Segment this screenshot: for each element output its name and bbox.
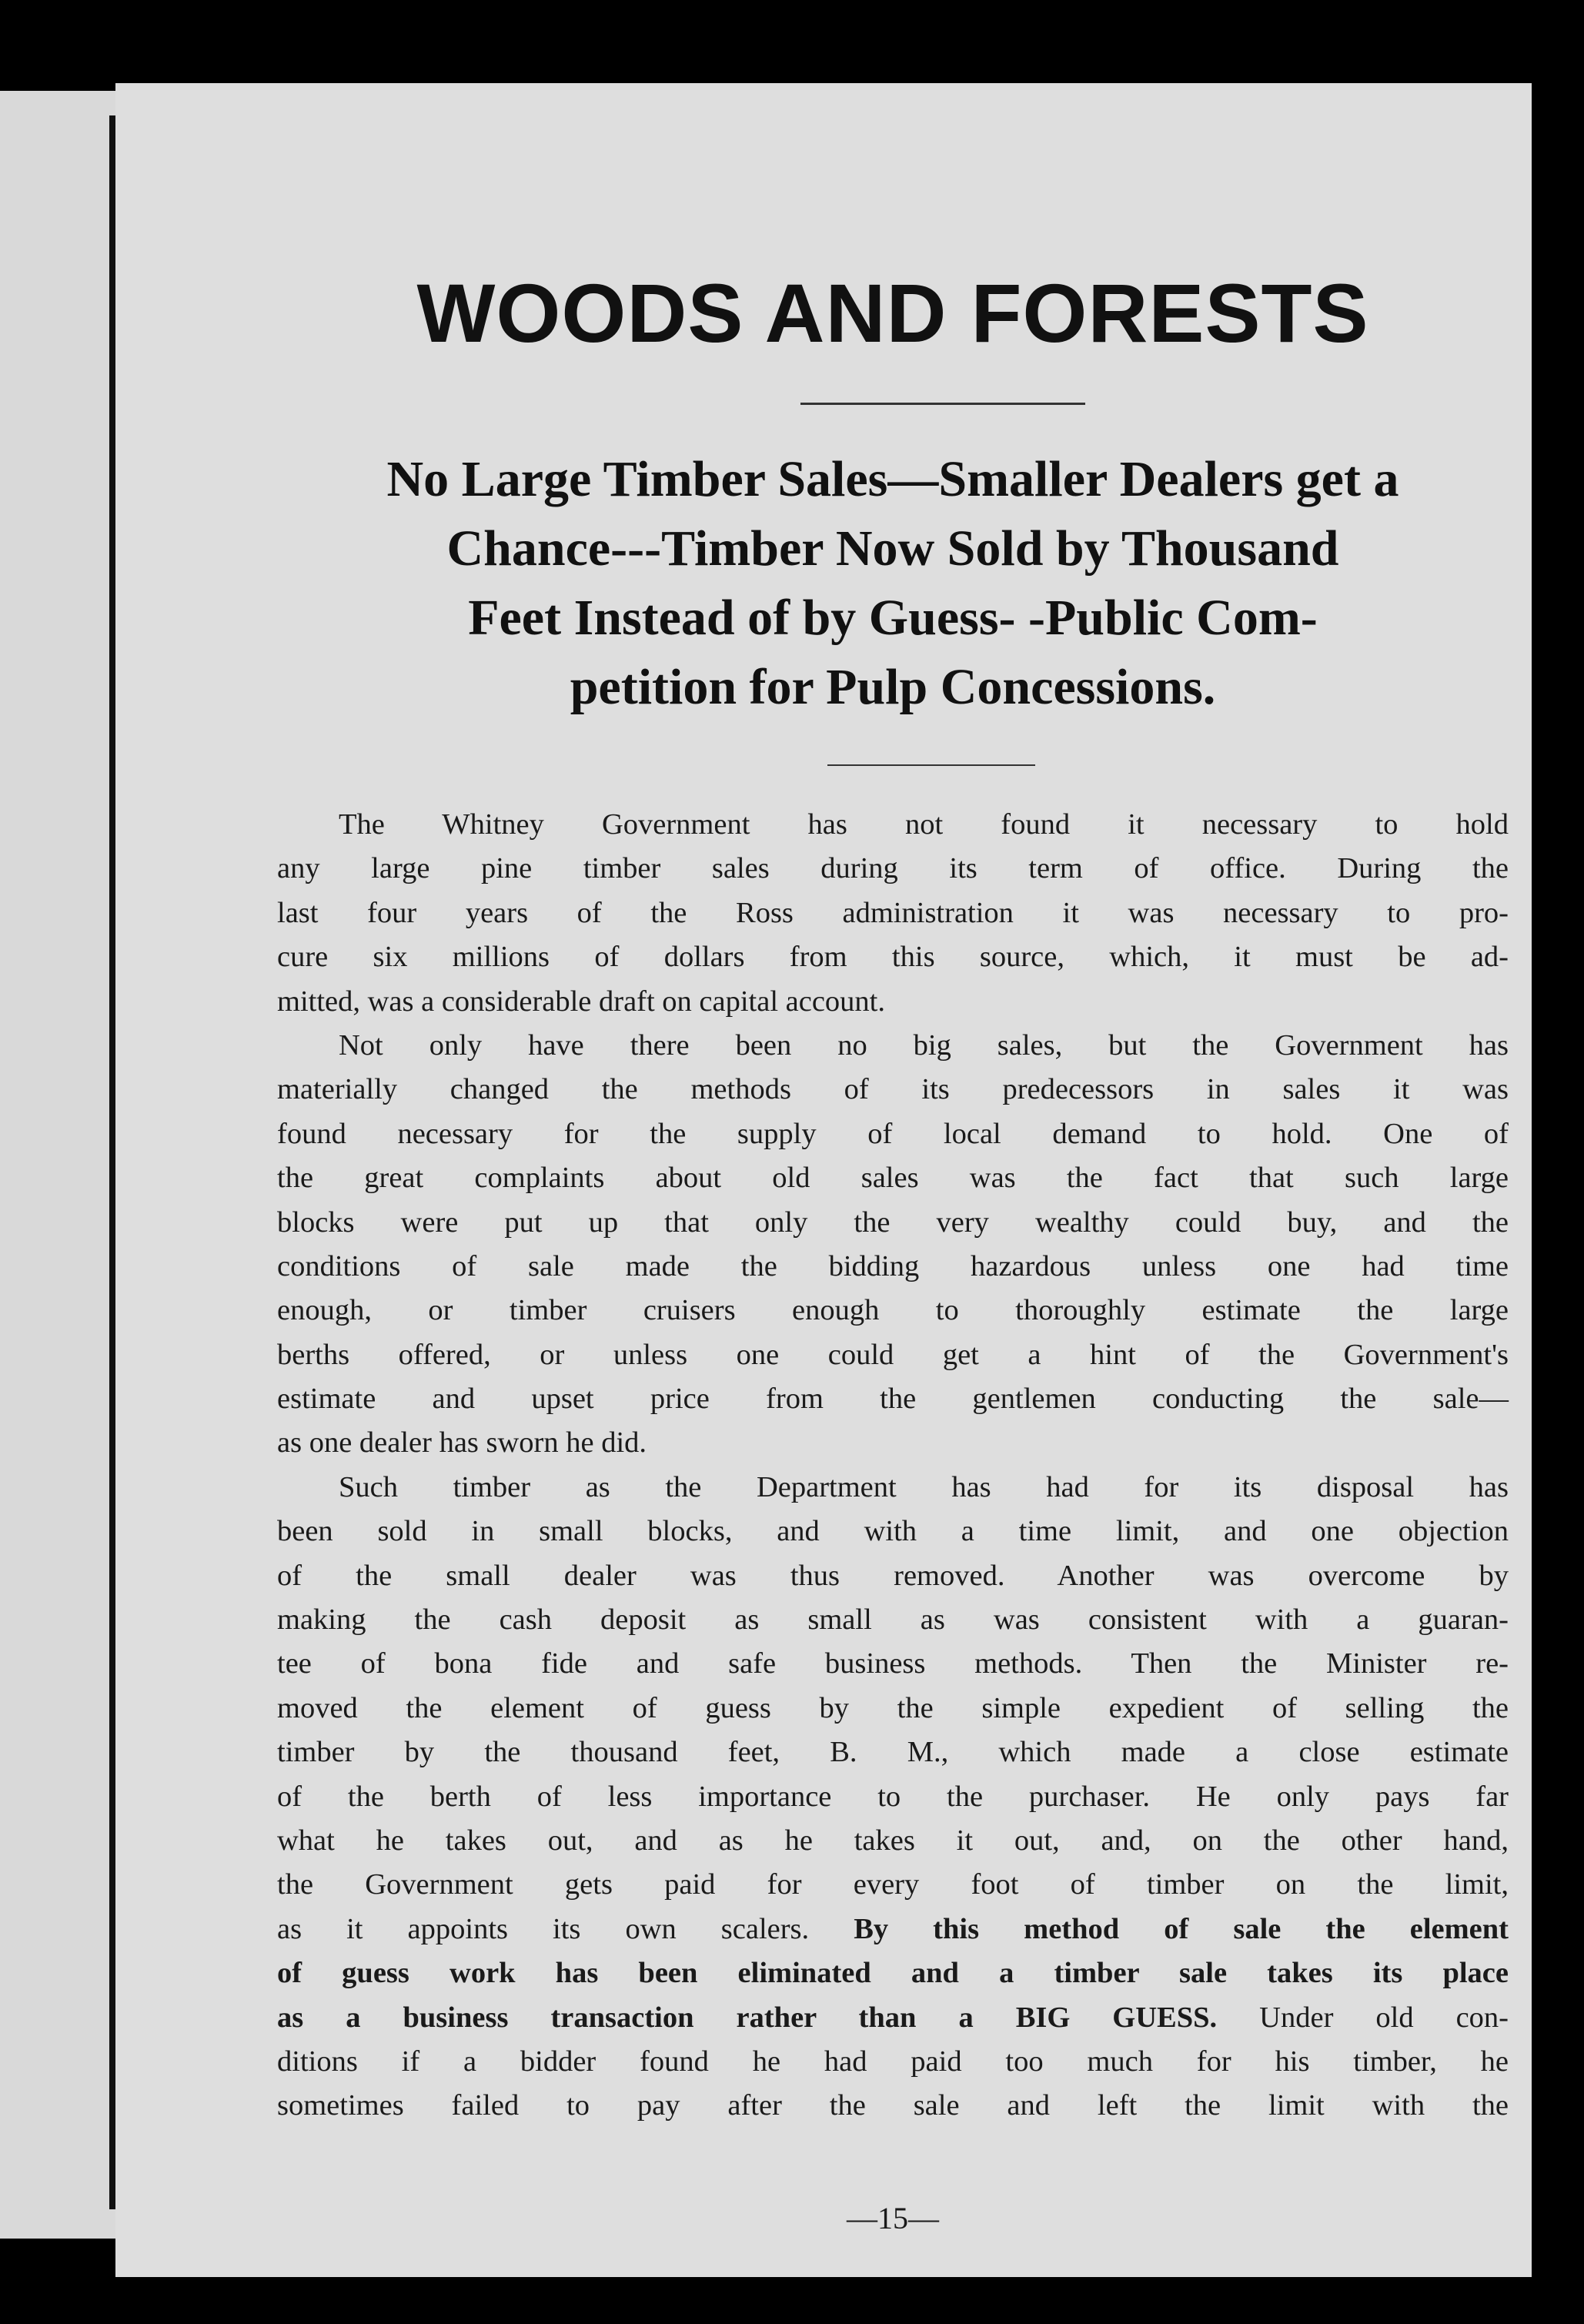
text-line <box>277 1687 1509 1730</box>
text-line-tail: Under old con- <box>1259 2001 1509 2034</box>
text-line-content: blocks were put up that only the very wealthy could buy, and the <box>277 1205 1509 1239</box>
text-line <box>277 1730 1509 1774</box>
page-number: —15— <box>847 2201 939 2235</box>
text-line-content: as one dealer has sworn he did. <box>277 1426 647 1460</box>
text-line <box>277 2040 1509 2084</box>
text-line-content: Such timber as the Department has had for its disposal has <box>339 1470 1509 1503</box>
text-line <box>277 1863 1509 1907</box>
text-line-content: as it appoints its own scalers. <box>277 1912 810 1945</box>
title-divider <box>800 403 1085 405</box>
text-line-content: of the small dealer was thus removed. Another was overcome by <box>277 1559 1509 1592</box>
text-line-content: berths offered, or unless one could get a hint of the Government's <box>277 1338 1509 1371</box>
text-line-content: moved the element of guess by the simple expedient of selling the <box>277 1691 1509 1724</box>
text-line <box>277 1775 1509 1819</box>
subtitle <box>277 445 1509 722</box>
text-line <box>277 1377 1509 1421</box>
subtitle-divider <box>827 764 1035 766</box>
text-line-content: sometimes failed to pay after the sale and left the limit with the <box>277 2089 1509 2122</box>
text-line <box>277 1510 1509 1553</box>
text-line-content: of the berth of less importance to the purchaser. He only pays far <box>277 1780 1509 1813</box>
text-line <box>277 1201 1509 1245</box>
text-line-content: timber by the thousand feet, B. M., which made a close estimate <box>277 1736 1509 1769</box>
text-line <box>277 1112 1509 1156</box>
text-line <box>277 1996 1509 2040</box>
text-line-content: of guess work has been eliminated and a timber sale takes its place <box>277 1957 1509 1990</box>
text-line-content: been sold in small blocks, and with a time limit, and one objection <box>277 1515 1509 1548</box>
text-line <box>277 803 1509 847</box>
text-line <box>277 1289 1509 1333</box>
text-line-content: cure six millions of dollars from this source, which, it must be ad- <box>277 941 1509 974</box>
text-line <box>277 1554 1509 1598</box>
text-line-content: last four years of the Ross administration it was necessary to pro- <box>277 896 1509 929</box>
text-line-content: making the cash deposit as small as was consistent with a guaran- <box>277 1603 1509 1637</box>
text-line <box>277 2084 1509 2128</box>
text-line <box>277 1156 1509 1200</box>
text-line-content: any large pine timber sales during its term of office. During the <box>277 852 1509 885</box>
text-line <box>277 1024 1509 1068</box>
text-line-content: found necessary for the supply of local demand to hold. One of <box>277 1117 1509 1150</box>
subtitle-line: Chance---Timber Now Sold by Thousand <box>446 520 1339 577</box>
text-line-content: Not only have there been no big sales, but the Government has <box>339 1028 1509 1062</box>
text-line-content: ditions if a bidder found he had paid too much for his timber, he <box>277 2045 1509 2078</box>
text-line <box>277 1421 1509 1465</box>
page-title: WOODS AND FORESTS <box>416 266 1369 359</box>
text-line <box>277 1068 1509 1112</box>
text-line-content: enough, or timber cruisers enough to thoroughly estimate the large <box>277 1294 1509 1327</box>
text-line <box>277 980 1509 1024</box>
facing-page-edge <box>0 91 115 2239</box>
subtitle-line: petition for Pulp Concessions. <box>570 659 1216 715</box>
subtitle-line: Feet Instead of by Guess- -Public Com- <box>468 590 1318 646</box>
text-line-content: the Government gets paid for every foot of timber on the limit, <box>277 1868 1509 1901</box>
text-line-content: conditions of sale made the bidding hazardous unless one had time <box>277 1249 1509 1282</box>
text-line <box>277 891 1509 935</box>
text-line <box>277 847 1509 891</box>
document-page <box>115 83 1532 2277</box>
text-line <box>277 1819 1509 1863</box>
text-line-content: as a business transaction rather than a BIG GUESS. <box>277 2001 1218 2034</box>
text-line <box>277 1642 1509 1686</box>
text-line <box>277 1333 1509 1377</box>
text-line <box>277 1245 1509 1289</box>
text-line-bold-tail: By this method of sale the element <box>854 1912 1509 1945</box>
text-line <box>277 1598 1509 1642</box>
text-line <box>277 1466 1509 1510</box>
text-line-content: mitted, was a considerable draft on capital account. <box>277 985 886 1018</box>
text-line <box>277 935 1509 979</box>
text-line <box>277 1908 1509 1951</box>
text-line-content: what he takes out, and as he takes it out, and, on the other hand, <box>277 1824 1509 1857</box>
text-line-content: the great complaints about old sales was the fact that such large <box>277 1162 1509 1195</box>
text-line-content: tee of bona fide and safe business methods. Then the Minister re- <box>277 1647 1509 1680</box>
text-line-content: The Whitney Government has not found it necessary to hold <box>339 808 1509 841</box>
text-line-content: estimate and upset price from the gentlemen conducting the sale— <box>277 1383 1509 1416</box>
page-spine-rule <box>109 115 115 2209</box>
text-line-content: materially changed the methods of its predecessors in sales it was <box>277 1073 1509 1106</box>
body-text <box>277 803 1509 2128</box>
text-line <box>277 1951 1509 1995</box>
subtitle-line: No Large Timber Sales—Smaller Dealers get a <box>386 451 1399 507</box>
